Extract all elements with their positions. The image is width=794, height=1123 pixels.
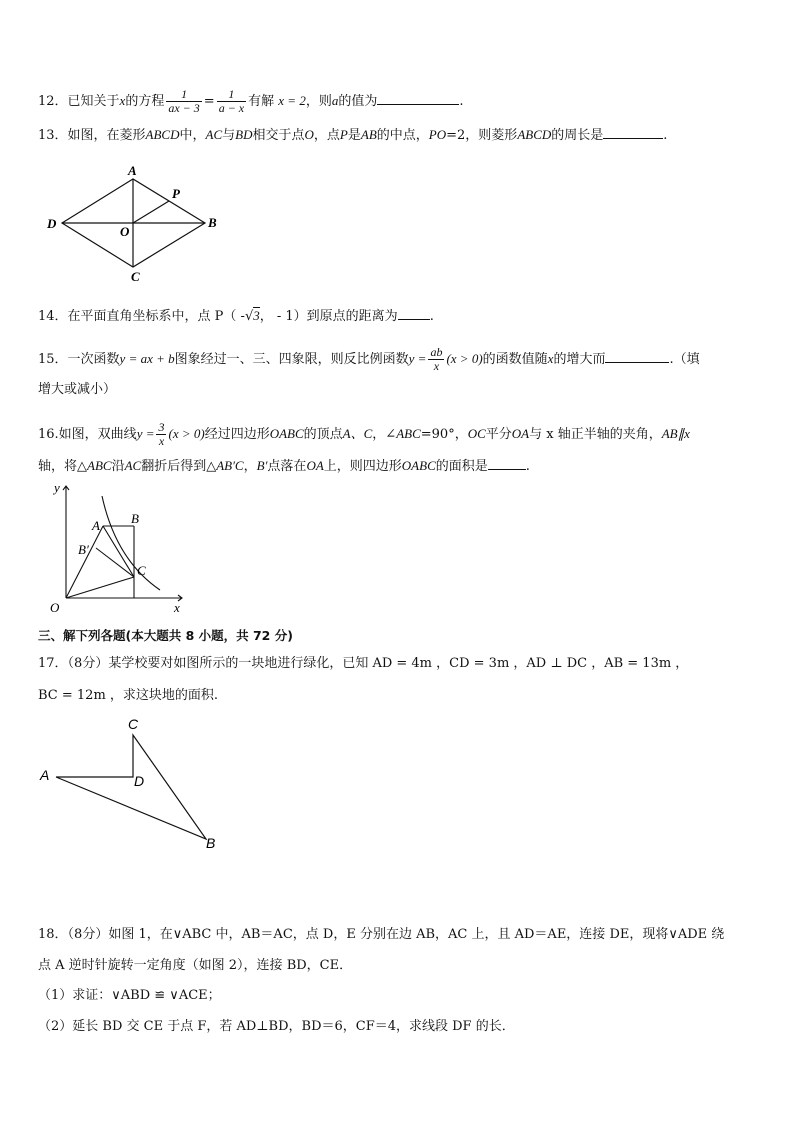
label-P: P bbox=[172, 186, 180, 201]
label-B: B bbox=[208, 215, 217, 230]
axis-x-label: x bbox=[174, 600, 180, 615]
answer-blank[interactable] bbox=[377, 92, 459, 105]
question-16-line2: 轴，将△ABC沿AC翻折后得到△AB′C，B′点落在OA上，则四边形OABC的面积是 . bbox=[38, 458, 530, 474]
question-15-line2: 增大或减小） bbox=[38, 382, 117, 397]
hyperbola-figure bbox=[40, 480, 200, 620]
label-O: O bbox=[50, 600, 60, 615]
question-18: 18．（8分）如图 1，在∨ABC 中，AB＝AC，点 D，E 分别在边 AB，AC 上，且 AD＝AE，连接 DE，现将∨ADE 绕 bbox=[38, 927, 725, 942]
label-Bprime: B′ bbox=[78, 542, 89, 557]
axis-y-label: y bbox=[54, 480, 60, 495]
fraction-2: $\frac{1}{a - x}$ bbox=[218, 87, 245, 115]
label-D: D bbox=[134, 773, 145, 789]
label-A: A bbox=[40, 767, 50, 783]
quadrilateral-figure bbox=[36, 712, 236, 862]
label-C: C bbox=[137, 563, 146, 578]
answer-blank[interactable] bbox=[488, 457, 526, 470]
question-17-line2: BC = 12m ，求这块地的面积. bbox=[38, 688, 219, 703]
answer-blank[interactable] bbox=[605, 350, 669, 363]
label-C: C bbox=[128, 716, 139, 732]
question-13: 13．如图，在菱形ABCD中，AC与BD相交于点O，点P是AB的中点，PO=2，则菱形ABCD的周长是 . bbox=[38, 127, 668, 143]
label-D: D bbox=[47, 216, 57, 231]
question-18-line2: 点 A 逆时针旋转一定角度（如图 2），连接 BD，CE． bbox=[38, 958, 353, 973]
answer-blank[interactable] bbox=[398, 307, 430, 320]
label-A: A bbox=[92, 518, 100, 533]
question-12: 12．已知关于x的方程 $\frac{1}{ax - 3}$ = $\frac{1}{a - x}$ 有解 x = 2，则a的值为 . bbox=[38, 87, 464, 115]
question-17: 17．（8分）某学校要对如图所示的一块地进行绿化，已知 AD = 4m ，CD = 3m ，AD ⊥ DC ，AB = 13m ， bbox=[38, 656, 689, 671]
label-C: C bbox=[131, 269, 140, 284]
question-15: 15．一次函数y = ax + b图象经过一、三、四象限，则反比例函数y = $\frac{ab}{x}$ (x > 0)的函数值随x的增大而 .（填 bbox=[38, 345, 700, 373]
section-header: 三、解下列各题(本大题共 8 小题，共 72 分) bbox=[38, 628, 293, 643]
question-14: 14．在平面直角坐标系中，点 P（ -√3， - 1）到原点的距离为 . bbox=[38, 308, 434, 324]
label-O: O bbox=[120, 224, 130, 239]
label-B: B bbox=[206, 835, 216, 851]
answer-blank[interactable] bbox=[603, 126, 663, 139]
label-B: B bbox=[131, 511, 139, 526]
rhombus-figure bbox=[40, 160, 230, 285]
question-16: 16.如图，双曲线y = $\frac{3}{x}$ (x > 0)经过四边形OABC的顶点A、C，∠ABC=90°，OC平分OA与 x 轴正半轴的夹角，AB∥x bbox=[38, 420, 690, 448]
label-A: A bbox=[128, 163, 137, 178]
sqrt-sign: √ bbox=[244, 309, 254, 324]
question-18-part1: （1）求证：∨ABD ≌ ∨ACE； bbox=[38, 988, 221, 1003]
question-18-part2: （2）延长 BD 交 CE 于点 F，若 AD⊥BD，BD＝6，CF＝4，求线段 DF 的长． bbox=[38, 1019, 515, 1034]
fraction-1: $\frac{1}{ax - 3}$ bbox=[168, 87, 200, 115]
